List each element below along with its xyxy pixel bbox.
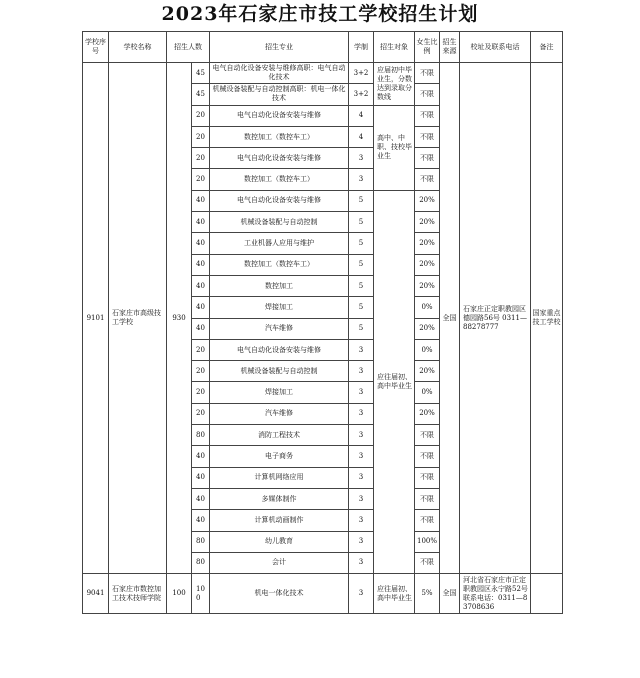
remarks-cell (531, 574, 563, 614)
major-count-cell: 20 (192, 361, 210, 382)
major-cell: 电气自动化设备安装与维修高职：电气自动化技术 (210, 63, 349, 84)
target-cell: 应往届初、高中毕业生 (374, 190, 415, 573)
major-count-cell: 40 (192, 212, 210, 233)
source-cell: 全国 (440, 63, 460, 574)
major-cell: 数控加工（数控车工） (210, 126, 349, 147)
header-major: 招生专业 (210, 32, 349, 63)
major-cell: 电气自动化设备安装与维修 (210, 339, 349, 360)
major-cell: 机械设备装配与自动控制 (210, 361, 349, 382)
major-count-cell: 40 (192, 275, 210, 296)
female-ratio-cell: 0% (415, 339, 440, 360)
major-count-cell: 40 (192, 467, 210, 488)
school-no-cell: 9041 (83, 574, 109, 614)
header-female-ratio: 女生比例 (415, 32, 440, 63)
major-count-cell: 20 (192, 339, 210, 360)
major-cell: 消防工程技术 (210, 425, 349, 446)
duration-cell: 5 (349, 275, 374, 296)
header-remarks: 备注 (531, 32, 563, 63)
female-ratio-cell: 20% (415, 403, 440, 424)
duration-cell: 5 (349, 233, 374, 254)
major-cell: 电子商务 (210, 446, 349, 467)
female-ratio-cell: 不限 (415, 425, 440, 446)
major-cell: 工业机器人应用与维护 (210, 233, 349, 254)
female-ratio-cell: 不限 (415, 510, 440, 531)
remarks-cell: 国家重点技工学校 (531, 63, 563, 574)
duration-cell: 3 (349, 531, 374, 552)
major-count-cell: 20 (192, 105, 210, 126)
female-ratio-cell: 不限 (415, 105, 440, 126)
major-cell: 机械设备装配与自动控制 (210, 212, 349, 233)
major-count-cell: 40 (192, 233, 210, 254)
header-target: 招生对象 (374, 32, 415, 63)
duration-cell: 5 (349, 254, 374, 275)
female-ratio-cell: 20% (415, 190, 440, 211)
major-count-cell: 20 (192, 148, 210, 169)
major-cell: 计算机网络应用 (210, 467, 349, 488)
duration-cell: 3 (349, 510, 374, 531)
major-count-cell: 20 (192, 382, 210, 403)
major-count-cell: 20 (192, 126, 210, 147)
female-ratio-cell: 20% (415, 318, 440, 339)
target-cell: 应届初中毕业生，分数达到录取分数线 (374, 63, 415, 106)
enrollment-table (82, 31, 563, 614)
duration-cell: 3 (349, 382, 374, 403)
major-count-cell: 80 (192, 552, 210, 573)
female-ratio-cell: 不限 (415, 446, 440, 467)
source-cell: 全国 (440, 574, 460, 614)
table-row (83, 574, 563, 614)
table-row (83, 63, 563, 84)
female-ratio-cell: 不限 (415, 126, 440, 147)
target-cell: 应往届初、高中毕业生 (374, 574, 415, 614)
school-no-cell: 9101 (83, 63, 109, 574)
major-count-cell: 45 (192, 63, 210, 84)
female-ratio-cell: 20% (415, 361, 440, 382)
major-cell: 数控加工（数控车工） (210, 254, 349, 275)
duration-cell: 4 (349, 105, 374, 126)
major-count-cell: 80 (192, 425, 210, 446)
duration-cell: 3 (349, 446, 374, 467)
female-ratio-cell: 100% (415, 531, 440, 552)
duration-cell: 3 (349, 403, 374, 424)
major-cell: 电气自动化设备安装与维修 (210, 148, 349, 169)
major-cell: 幼儿教育 (210, 531, 349, 552)
major-count-cell: 40 (192, 488, 210, 509)
major-count-cell: 40 (192, 510, 210, 531)
major-cell: 计算机动画制作 (210, 510, 349, 531)
female-ratio-cell: 0% (415, 382, 440, 403)
duration-cell: 3 (349, 361, 374, 382)
major-cell: 数控加工（数控车工） (210, 169, 349, 190)
school-name-cell: 石家庄市高级技工学校 (109, 63, 167, 574)
duration-cell: 3 (349, 488, 374, 509)
header-school-no: 学校序号 (83, 32, 109, 63)
major-count-cell: 40 (192, 297, 210, 318)
major-cell: 焊接加工 (210, 382, 349, 403)
female-ratio-cell: 5% (415, 574, 440, 614)
page-title: 2023年石家庄市技工学校招生计划 (161, 3, 479, 25)
target-cell: 高中、中职、技校毕业生 (374, 105, 415, 190)
female-ratio-cell: 20% (415, 275, 440, 296)
major-count-cell: 80 (192, 531, 210, 552)
school-total-cell: 930 (167, 63, 192, 574)
header-source: 招生来源 (440, 32, 460, 63)
address-phone-cell: 河北省石家庄市正定职教园区永宁路52号 联系电话：0311—83708636 (460, 574, 531, 614)
major-count-cell: 40 (192, 190, 210, 211)
duration-cell: 3 (349, 148, 374, 169)
major-count-cell: 40 (192, 446, 210, 467)
major-cell: 汽车维修 (210, 403, 349, 424)
major-cell: 机械设备装配与自动控制高职：机电一体化技术 (210, 84, 349, 105)
duration-cell: 5 (349, 297, 374, 318)
major-count-cell: 20 (192, 169, 210, 190)
major-count-cell: 100 (192, 574, 210, 614)
header-duration: 学制 (349, 32, 374, 63)
female-ratio-cell: 20% (415, 212, 440, 233)
female-ratio-cell: 不限 (415, 488, 440, 509)
female-ratio-cell: 20% (415, 233, 440, 254)
header-school-name: 学校名称 (109, 32, 167, 63)
duration-cell: 4 (349, 126, 374, 147)
duration-cell: 3+2 (349, 84, 374, 105)
duration-cell: 5 (349, 318, 374, 339)
female-ratio-cell: 不限 (415, 148, 440, 169)
duration-cell: 3 (349, 552, 374, 573)
major-cell: 汽车维修 (210, 318, 349, 339)
duration-cell: 3 (349, 574, 374, 614)
major-cell: 焊接加工 (210, 297, 349, 318)
major-cell: 机电一体化技术 (210, 574, 349, 614)
duration-cell: 3 (349, 467, 374, 488)
address-phone-cell: 石家庄正定职教园区德园路56号 0311—88278777 (460, 63, 531, 574)
major-count-cell: 45 (192, 84, 210, 105)
major-count-cell: 40 (192, 254, 210, 275)
major-cell: 电气自动化设备安装与维修 (210, 105, 349, 126)
female-ratio-cell: 不限 (415, 84, 440, 105)
female-ratio-cell: 0% (415, 297, 440, 318)
duration-cell: 5 (349, 190, 374, 211)
major-count-cell: 40 (192, 318, 210, 339)
major-cell: 电气自动化设备安装与维修 (210, 190, 349, 211)
school-total-cell: 100 (167, 574, 192, 614)
major-cell: 会计 (210, 552, 349, 573)
duration-cell: 3 (349, 425, 374, 446)
female-ratio-cell: 20% (415, 254, 440, 275)
female-ratio-cell: 不限 (415, 552, 440, 573)
header-enroll-count: 招生人数 (167, 32, 210, 63)
major-cell: 多媒体制作 (210, 488, 349, 509)
header-row (83, 32, 563, 63)
duration-cell: 3 (349, 339, 374, 360)
female-ratio-cell: 不限 (415, 467, 440, 488)
duration-cell: 5 (349, 212, 374, 233)
major-count-cell: 20 (192, 403, 210, 424)
table-body (83, 63, 563, 614)
female-ratio-cell: 不限 (415, 63, 440, 84)
duration-cell: 3 (349, 169, 374, 190)
school-name-cell: 石家庄市数控加工技术技师学院 (109, 574, 167, 614)
duration-cell: 3+2 (349, 63, 374, 84)
female-ratio-cell: 不限 (415, 169, 440, 190)
major-cell: 数控加工 (210, 275, 349, 296)
header-address-phone: 校址及联系电话 (460, 32, 531, 63)
